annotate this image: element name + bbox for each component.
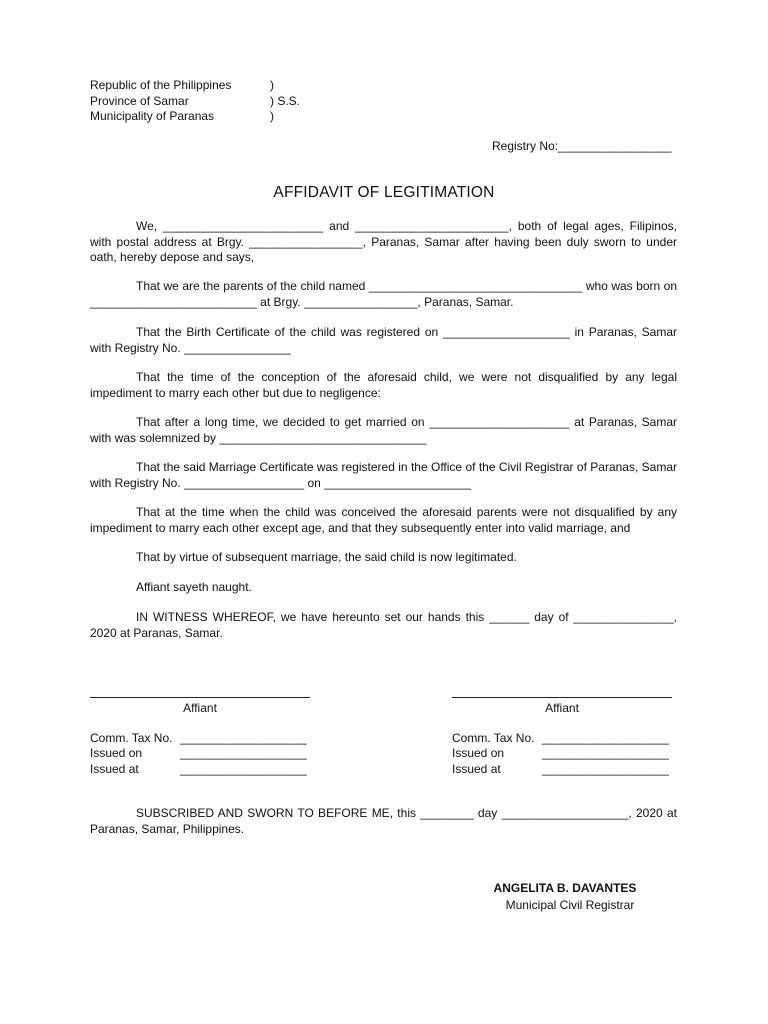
- venue-line-republic: [90, 78, 350, 94]
- registrar-position: Municipal Civil Registrar: [505, 898, 635, 912]
- affiant-right-issued-on-line: ___________________: [542, 746, 669, 760]
- paragraph-legitimated: That by virtue of subsequent marriage, the said child is now legitimated.: [136, 550, 517, 564]
- venue-province-paren: ) S.S.: [270, 93, 301, 108]
- venue-republic-text: Republic of the Philippines: [90, 78, 232, 92]
- paragraph-impediment: That at the time when the child was conceived the aforesaid parents were not disqualified by any impediment to marry each other except age, and that they subsequently enter into valid marriage, and: [90, 505, 677, 535]
- jurat-paragraph: SUBSCRIBED AND SWORN TO BEFORE ME, this ________ day ___________________, 2020 at Paranas, Samar, Philippines.: [90, 806, 677, 836]
- registry-number: Registry No:_________________: [492, 139, 672, 153]
- paragraph-witness: IN WITNESS WHEREOF, we have hereunto set our hands this ______ day of _______________, 2020 at Paranas, Samar.: [90, 610, 677, 640]
- paragraph-intro: We, ________________________ and _______________________, both of legal ages, Filipinos, with postal address at Brgy. _________________, Paranas, Samar after having been duly sworn to under oath, hereby depose and says,: [90, 219, 677, 264]
- affiant-right-issued-at-label: Issued at: [452, 762, 501, 776]
- affiant-left-ctc-line: ___________________: [180, 731, 307, 745]
- affiant-left-issued-on-line: ___________________: [180, 746, 307, 760]
- paragraph-marriage-certificate: That the said Marriage Certificate was registered in the Office of the Civil Registrar of Paranas, Samar with Registry No. __________________ on ______________________: [90, 460, 677, 490]
- venue-municipality-text: Municipality of Paranas: [90, 109, 215, 123]
- venue-province-text: Province of Samar: [90, 93, 189, 108]
- affiant-right-ctc-label: Comm. Tax No.: [452, 731, 535, 745]
- paragraph-marriage: That after a long time, we decided to get married on _____________________ at Paranas, Samar with was solemnized by _______________________________: [90, 415, 677, 445]
- paragraph-parents: That we are the parents of the child named ________________________________ who was born on _________________________ at Brgy. _________________, Paranas, Samar.: [90, 279, 677, 309]
- affiant-left-issued-on-label: Issued on: [90, 746, 143, 760]
- affiant-right-ctc-line: ___________________: [542, 731, 669, 745]
- venue-municipality-paren: ): [270, 109, 274, 123]
- affiant-right-issued-on-label: Issued on: [452, 746, 505, 760]
- affiant-left-ctc-label: Comm. Tax No.: [90, 731, 173, 745]
- paragraph-conception: That the time of the conception of the aforesaid child, we were not disqualified by any legal impediment to marry each other but due to negligence:: [90, 370, 677, 400]
- document-title: AFFIDAVIT OF LEGITIMATION: [273, 184, 495, 201]
- affiant-left-issued-at-label: Issued at: [90, 762, 139, 776]
- venue-republic-paren: ): [270, 78, 274, 92]
- venue-block: [90, 78, 350, 125]
- affiant-left-signature-line: [90, 697, 310, 698]
- affiant-right-issued-at-line: ___________________: [542, 762, 669, 776]
- registrar-name: ANGELITA B. DAVANTES: [493, 881, 637, 895]
- venue-line-province: [90, 94, 350, 110]
- venue-line-municipality: [90, 109, 350, 125]
- affiant-left-label: Affiant: [183, 701, 217, 715]
- affiant-right-signature-line: [452, 697, 672, 698]
- affiant-right-label: Affiant: [545, 701, 579, 715]
- paragraph-sayeth-naught: Affiant sayeth naught.: [136, 580, 252, 594]
- paragraph-birth-certificate: That the Birth Certificate of the child was registered on ___________________ in Paranas, Samar with Registry No. ________________: [90, 325, 677, 355]
- affiant-left-issued-at-line: ___________________: [180, 762, 307, 776]
